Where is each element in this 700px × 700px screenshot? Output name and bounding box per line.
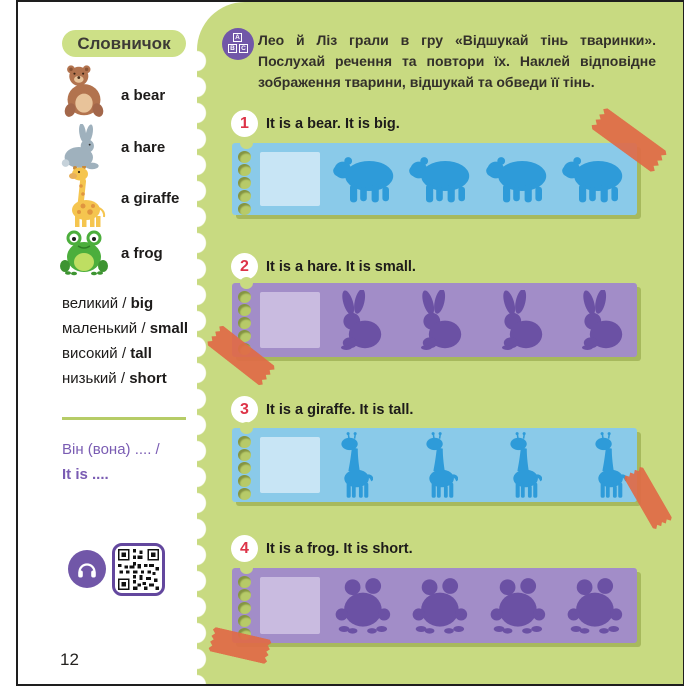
- pattern-en: It is ....: [62, 466, 109, 483]
- exercise-sentence: It is a frog. It is short.: [266, 541, 413, 557]
- frog-silhouette-icon[interactable]: [487, 578, 550, 634]
- binding-hole: [238, 190, 251, 202]
- word-pair: низький / short: [62, 370, 167, 387]
- exercise-strip: [232, 143, 637, 215]
- sticker-placeholder[interactable]: [260, 152, 320, 206]
- vocab-label-frog: a frog: [121, 245, 163, 262]
- abc-blocks-icon: [222, 28, 254, 60]
- binding-hole: [238, 291, 251, 303]
- hare-silhouette-icon[interactable]: [332, 290, 386, 350]
- frog-silhouette-icon[interactable]: [409, 578, 472, 634]
- shadow-row: [332, 287, 627, 353]
- exercise-number: 4: [231, 535, 258, 562]
- binding-hole: [238, 177, 251, 189]
- word-pair: великий / big: [62, 295, 154, 312]
- exercise-strip: [232, 283, 637, 357]
- giraffe-silhouette-icon[interactable]: [332, 432, 373, 498]
- exercise-strip: [232, 428, 637, 502]
- frog-icon: [58, 228, 110, 276]
- hare-silhouette-icon[interactable]: [412, 290, 466, 350]
- sticker-placeholder[interactable]: [260, 292, 320, 348]
- binding-hole: [238, 203, 251, 215]
- binding-notch: [240, 422, 253, 434]
- binding-hole: [238, 615, 251, 627]
- vocab-label-bear: a bear: [121, 87, 166, 104]
- vocab-label-giraffe: a giraffe: [121, 190, 180, 207]
- binding-notch: [240, 277, 253, 289]
- bear-icon: [58, 62, 110, 120]
- exercise-number: 3: [231, 396, 258, 423]
- bear-silhouette-icon[interactable]: [332, 154, 398, 204]
- binding-hole: [238, 488, 251, 500]
- frog-silhouette-icon[interactable]: [332, 578, 395, 634]
- giraffe-silhouette-icon[interactable]: [501, 432, 542, 498]
- bear-silhouette-icon[interactable]: [408, 154, 474, 204]
- word-pairs: [62, 291, 192, 391]
- headphones-icon[interactable]: [68, 550, 106, 588]
- shadow-row: [332, 147, 627, 211]
- exercise-sentence: It is a bear. It is big.: [266, 116, 400, 132]
- giraffe-icon: [58, 166, 108, 228]
- exercise-sentence: It is a hare. It is small.: [266, 259, 416, 275]
- hare-icon: [58, 124, 110, 170]
- giraffe-silhouette-icon[interactable]: [417, 432, 458, 498]
- binding-hole: [238, 449, 251, 461]
- binding-hole: [238, 304, 251, 316]
- binding-hole: [238, 475, 251, 487]
- vocabulary-title: Словничок: [62, 30, 186, 57]
- bear-silhouette-icon[interactable]: [485, 154, 551, 204]
- exercise-number: 2: [231, 253, 258, 280]
- exercise-number: 1: [231, 110, 258, 137]
- abc-block-a: A: [233, 33, 242, 42]
- shadow-row: [332, 572, 627, 639]
- binding-notch: [240, 562, 253, 574]
- sentence-pattern: [62, 437, 212, 487]
- binding-hole: [238, 576, 251, 588]
- binding-hole: [238, 151, 251, 163]
- binding-hole: [238, 589, 251, 601]
- page-number: 12: [60, 650, 79, 669]
- hare-silhouette-icon[interactable]: [493, 290, 547, 350]
- exercise-sentence: It is a giraffe. It is tall.: [266, 402, 414, 418]
- abc-block-c: C: [239, 44, 248, 53]
- binding-hole: [238, 436, 251, 448]
- pattern-uk: Він (вона) .... /: [62, 441, 160, 458]
- exercise-strip: [232, 568, 637, 643]
- sticker-placeholder[interactable]: [260, 437, 320, 493]
- binding-notch: [240, 137, 253, 149]
- sticker-placeholder[interactable]: [260, 577, 320, 634]
- giraffe-silhouette-icon[interactable]: [586, 432, 627, 498]
- binding-hole: [238, 317, 251, 329]
- binding-hole: [238, 602, 251, 614]
- frog-silhouette-icon[interactable]: [564, 578, 627, 634]
- qr-code[interactable]: [112, 543, 165, 596]
- word-pair: високий / tall: [62, 345, 152, 362]
- binding-hole: [238, 164, 251, 176]
- divider: [62, 417, 186, 420]
- word-pair: маленький / small: [62, 320, 189, 337]
- hare-silhouette-icon[interactable]: [573, 290, 627, 350]
- vocab-label-hare: a hare: [121, 139, 166, 156]
- shadow-row: [332, 432, 627, 498]
- abc-block-b: B: [228, 44, 237, 53]
- bear-silhouette-icon[interactable]: [561, 154, 627, 204]
- task-instruction: Лео й Ліз грали в гру «Відшукай тінь тваринки». Послухай речення та повтори їх. Наклей відповідне зображення тварини, відшукай та обведи її тінь.: [258, 32, 656, 90]
- binding-hole: [238, 462, 251, 474]
